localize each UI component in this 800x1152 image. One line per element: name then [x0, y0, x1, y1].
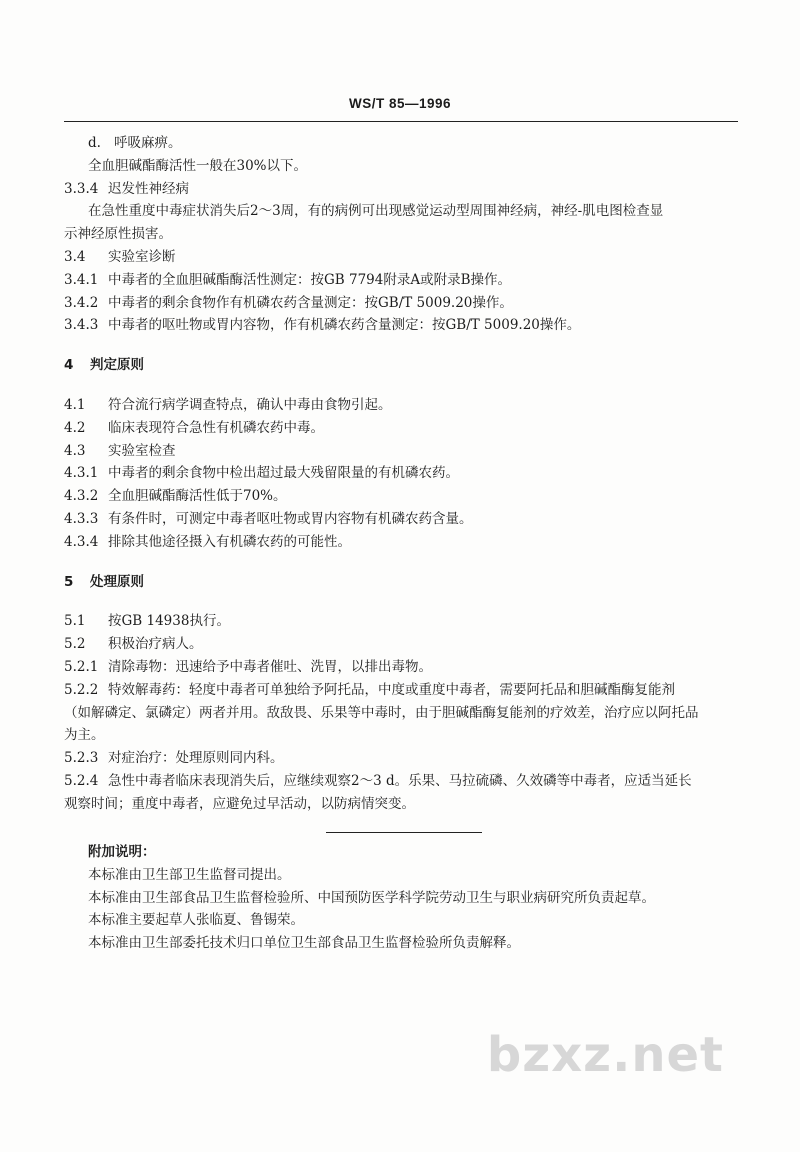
- end-rule: [326, 832, 482, 833]
- clause-text: 积极治疗病人。: [108, 636, 203, 653]
- appendix-line: 本标准由卫生部食品卫生监督检验所、中国预防医学科学院劳动卫生与职业病研究所负责起草。: [88, 889, 655, 906]
- clause-line: [64, 747, 740, 770]
- header-rule: [64, 121, 738, 122]
- clause-line: [64, 223, 740, 246]
- clause-number: 4.2: [64, 419, 86, 436]
- appendix-title: 附加说明：: [88, 844, 156, 860]
- clause-number: 3.4.2: [64, 294, 99, 311]
- clause-number: 3.4: [64, 248, 86, 265]
- clause-line: [64, 531, 740, 554]
- clause-text: 迟发性神经病: [108, 180, 189, 197]
- section-gap: [64, 593, 740, 610]
- section-heading: [64, 354, 740, 377]
- clause-text: 全血胆碱酯酶活性一般在30%以下。: [88, 157, 308, 174]
- appendix-notes: [88, 841, 738, 955]
- section-gap: [64, 554, 740, 571]
- clause-line: [64, 610, 740, 633]
- clause-line: [64, 633, 740, 656]
- clause-number: 4.3.4: [64, 533, 99, 550]
- clause-number: 4.3.2: [64, 488, 99, 505]
- clause-text: 排除其他途径摄入有机磷农药的可能性。: [108, 533, 351, 550]
- clause-number: 4.3.3: [64, 510, 99, 527]
- clause-line: [64, 417, 740, 440]
- clause-number: 4.3.1: [64, 465, 99, 482]
- clause-number: d.: [88, 135, 101, 151]
- clause-text: 为主。: [64, 727, 105, 744]
- clause-number: 5.2.1: [64, 658, 99, 675]
- clause-line: [64, 132, 740, 155]
- clause-text: 中毒者的呕吐物或胃内容物，作有机磷农药含量测定：按GB/T 5009.20操作。: [108, 317, 581, 334]
- document-body: [64, 132, 740, 816]
- clause-line: [64, 462, 740, 485]
- clause-text: 实验室检查: [108, 442, 176, 459]
- appendix-line: 本标准由卫生部卫生监督司提出。: [88, 866, 291, 883]
- clause-text: （如解磷定、氯磷定）两者并用。敌敌畏、乐果等中毒时，由于胆碱酯酶复能剂的疗效差，治疗应以阿托品: [64, 704, 699, 721]
- clause-line: [64, 155, 740, 178]
- clause-line: [64, 269, 740, 292]
- clause-text: 清除毒物：迅速给予中毒者催吐、洗胃，以排出毒物。: [108, 658, 432, 675]
- clause-line: [64, 793, 740, 816]
- clause-line: [64, 440, 740, 463]
- clause-number: 5.2.4: [64, 772, 99, 789]
- clause-text: 临床表现符合急性有机磷农药中毒。: [108, 419, 324, 436]
- clause-line: [64, 200, 740, 223]
- section-heading: [64, 571, 740, 594]
- clause-line: [64, 656, 740, 679]
- clause-text: 示神经原性损害。: [64, 226, 172, 243]
- clause-line: [64, 394, 740, 417]
- clause-line: [64, 292, 740, 315]
- clause-number: 3.4.3: [64, 317, 99, 334]
- clause-text: 中毒者的剩余食物中检出超过最大残留限量的有机磷农药。: [108, 465, 459, 482]
- clause-line: [64, 770, 740, 793]
- clause-number: 5.2: [64, 636, 86, 653]
- clause-text: 判定原则: [90, 357, 144, 374]
- section-gap: [64, 377, 740, 394]
- clause-text: 中毒者的剩余食物作有机磷农药含量测定：按GB/T 5009.20操作。: [108, 294, 513, 311]
- clause-line: [64, 178, 740, 201]
- clause-text: 急性中毒者临床表现消失后，应继续观察2～3 d。乐果、马拉硫磷、久效磷等中毒者，应适当延长: [108, 772, 692, 789]
- clause-number: 5.2.3: [64, 750, 99, 767]
- clause-text: 处理原则: [90, 573, 144, 590]
- clause-number: 4: [64, 357, 74, 374]
- clause-line: [64, 702, 740, 725]
- appendix-line: 本标准主要起草人张临夏、鲁锡荣。: [88, 912, 304, 929]
- clause-line: [64, 314, 740, 337]
- clause-line: [64, 679, 740, 702]
- clause-text: 按GB 14938执行。: [108, 613, 230, 630]
- clause-number: 3.4.1: [64, 271, 99, 288]
- clause-line: [64, 508, 740, 531]
- clause-number: 5.2.2: [64, 681, 99, 698]
- clause-text: 特效解毒药：轻度中毒者可单独给予阿托品，中度或重度中毒者，需要阿托品和胆碱酯酶复能剂: [108, 681, 675, 698]
- clause-text: 对症治疗：处理原则同内科。: [108, 750, 284, 767]
- standard-code-header: WS/T 85—1996: [348, 96, 452, 111]
- watermark: bzxz.net: [486, 1027, 724, 1083]
- clause-text: 全血胆碱酯酶活性低于70%。: [108, 488, 287, 505]
- clause-number: 5.1: [64, 613, 86, 630]
- clause-text: 符合流行病学调查特点，确认中毒由食物引起。: [108, 396, 392, 413]
- clause-number: 3.3.4: [64, 180, 99, 197]
- clause-text: 在急性重度中毒症状消失后2～3周，有的病例可出现感觉运动型周围神经病，神经-肌电图检查显: [88, 203, 664, 220]
- clause-text: 观察时间；重度中毒者，应避免过早活动，以防病情突变。: [64, 795, 415, 812]
- appendix-line: 本标准由卫生部委托技术归口单位卫生部食品卫生监督检验所负责解释。: [88, 935, 520, 952]
- clause-text: 中毒者的全血胆碱酯酶活性测定：按GB 7794附录A或附录B操作。: [108, 271, 512, 288]
- clause-line: [64, 246, 740, 269]
- clause-number: 4.3: [64, 442, 86, 459]
- section-gap: [64, 337, 740, 354]
- clause-text: 呼吸麻痹。: [114, 135, 182, 151]
- clause-number: 5: [64, 573, 74, 590]
- clause-number: 4.1: [64, 396, 86, 413]
- clause-line: [64, 724, 740, 747]
- clause-line: [64, 485, 740, 508]
- clause-text: 有条件时，可测定中毒者呕吐物或胃内容物有机磷农药含量。: [108, 510, 473, 527]
- clause-text: 实验室诊断: [108, 248, 176, 265]
